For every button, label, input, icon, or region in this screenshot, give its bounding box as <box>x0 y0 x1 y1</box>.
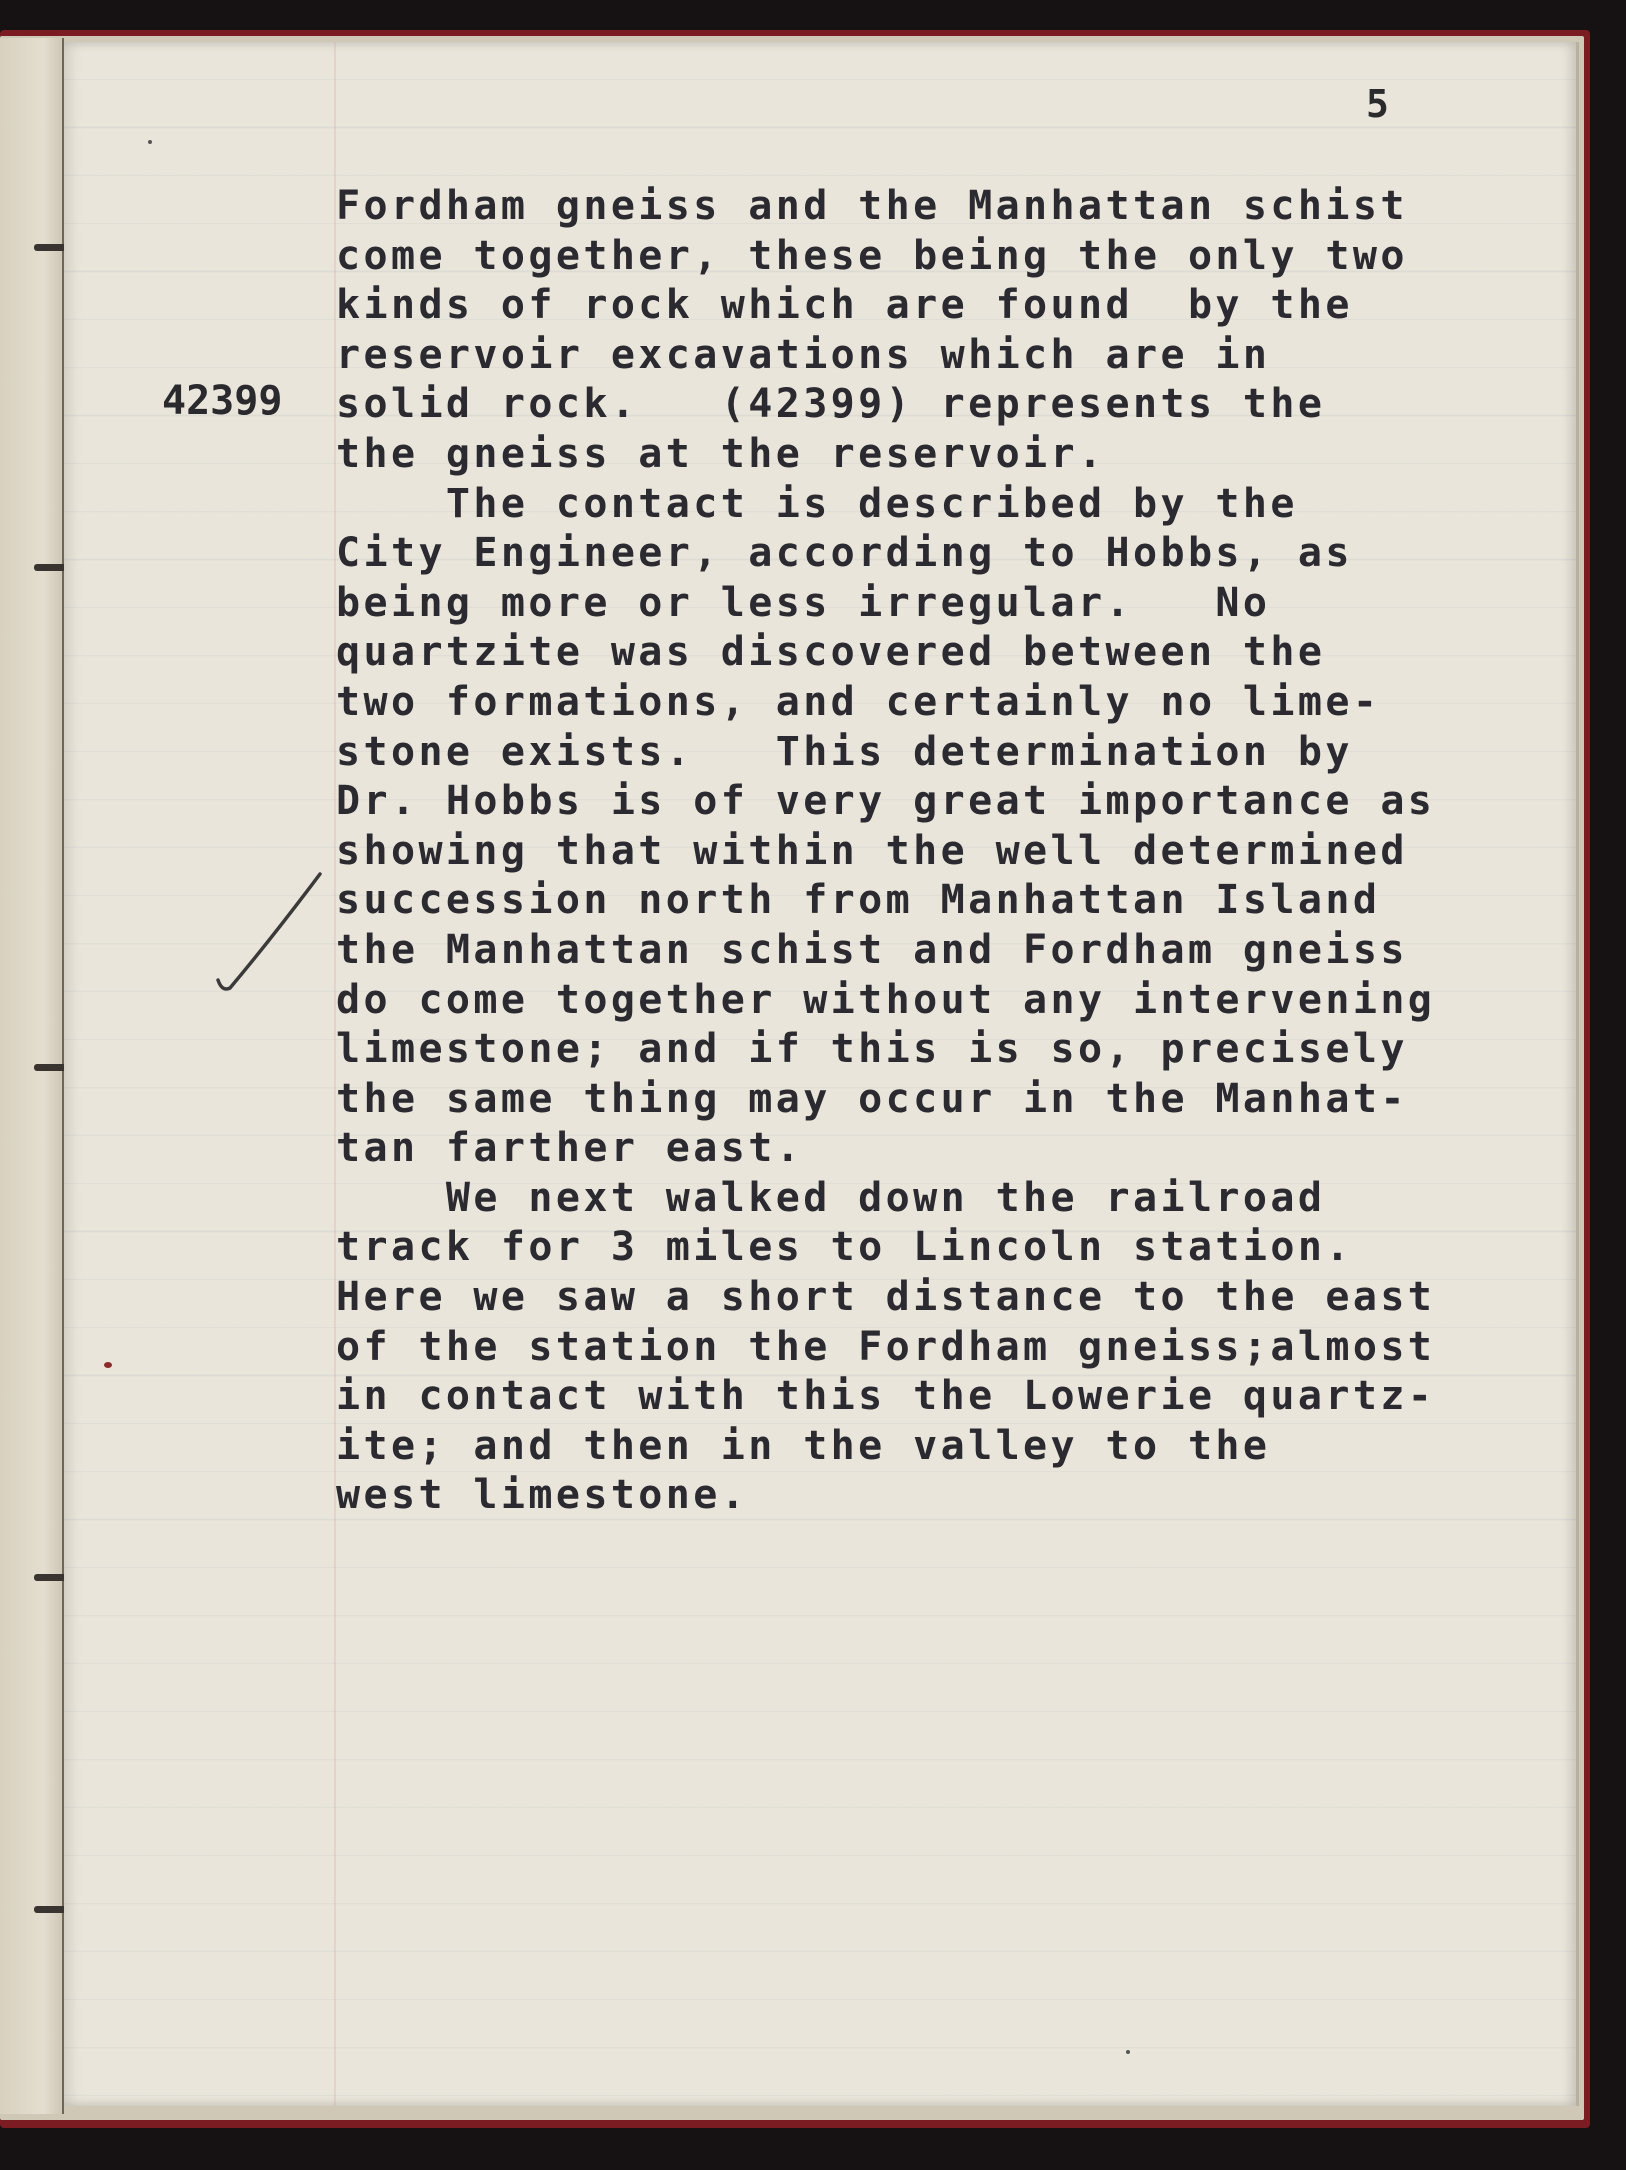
text-line: the Manhattan schist and Fordham gneiss <box>336 926 1408 973</box>
text-line: west limestone. <box>336 1472 749 1519</box>
text-line: come together, these being the only two <box>336 232 1408 279</box>
text-line: do come together without any intervening <box>336 976 1436 1023</box>
red-ink-dot <box>104 1362 112 1368</box>
text-line: reservoir excavations which are in <box>336 331 1271 378</box>
text-line: of the station the Fordham gneiss;almost <box>336 1323 1436 1370</box>
text-line: tan farther east. <box>336 1125 804 1172</box>
text-line: succession north from Manhattan Island <box>336 877 1381 924</box>
text-line: The contact is described by the <box>336 480 1298 527</box>
text-line: ite; and then in the valley to the <box>336 1422 1271 1469</box>
text-line: Fordham gneiss and the Manhattan schist <box>336 183 1408 229</box>
typed-text-block <box>336 182 1576 1521</box>
text-line: solid rock. (42399) represents the <box>336 381 1326 428</box>
left-page-edge <box>0 38 64 2114</box>
text-line: Here we saw a short distance to the east <box>336 1274 1436 1321</box>
paper-speck <box>148 140 152 144</box>
text-line: being more or less irregular. No <box>336 579 1271 626</box>
text-line: Dr. Hobbs is of very great importance as <box>336 778 1436 825</box>
text-line: the gneiss at the reservoir. <box>336 430 1106 477</box>
text-line: in contact with this the Lowerie quartz- <box>336 1373 1436 1420</box>
text-line: track for 3 miles to Lincoln station. <box>336 1224 1353 1271</box>
text-line: quartzite was discovered between the <box>336 629 1326 676</box>
text-line: two formations, and certainly no lime- <box>336 678 1381 725</box>
binder-ring <box>34 1064 68 1071</box>
binder-ring <box>34 1906 68 1913</box>
text-line: limestone; and if this is so, precisely <box>336 1026 1408 1073</box>
text-line: kinds of rock which are found by the <box>336 282 1353 329</box>
binder-ring <box>34 564 68 571</box>
text-line: showing that within the well determined <box>336 827 1408 874</box>
specimen-number: 42399 <box>162 378 283 424</box>
text-line: We next walked down the railroad <box>336 1174 1326 1221</box>
text-line: stone exists. This determination by <box>336 728 1353 775</box>
paper-speck <box>1126 2050 1130 2054</box>
binder-ring <box>34 244 68 251</box>
pencil-checkmark-icon <box>212 868 332 1008</box>
text-line: City Engineer, according to Hobbs, as <box>336 530 1353 577</box>
page-number: 5 <box>1366 82 1389 126</box>
text-line: the same thing may occur in the Manhat- <box>336 1075 1408 1122</box>
binder-ring <box>34 1574 68 1581</box>
